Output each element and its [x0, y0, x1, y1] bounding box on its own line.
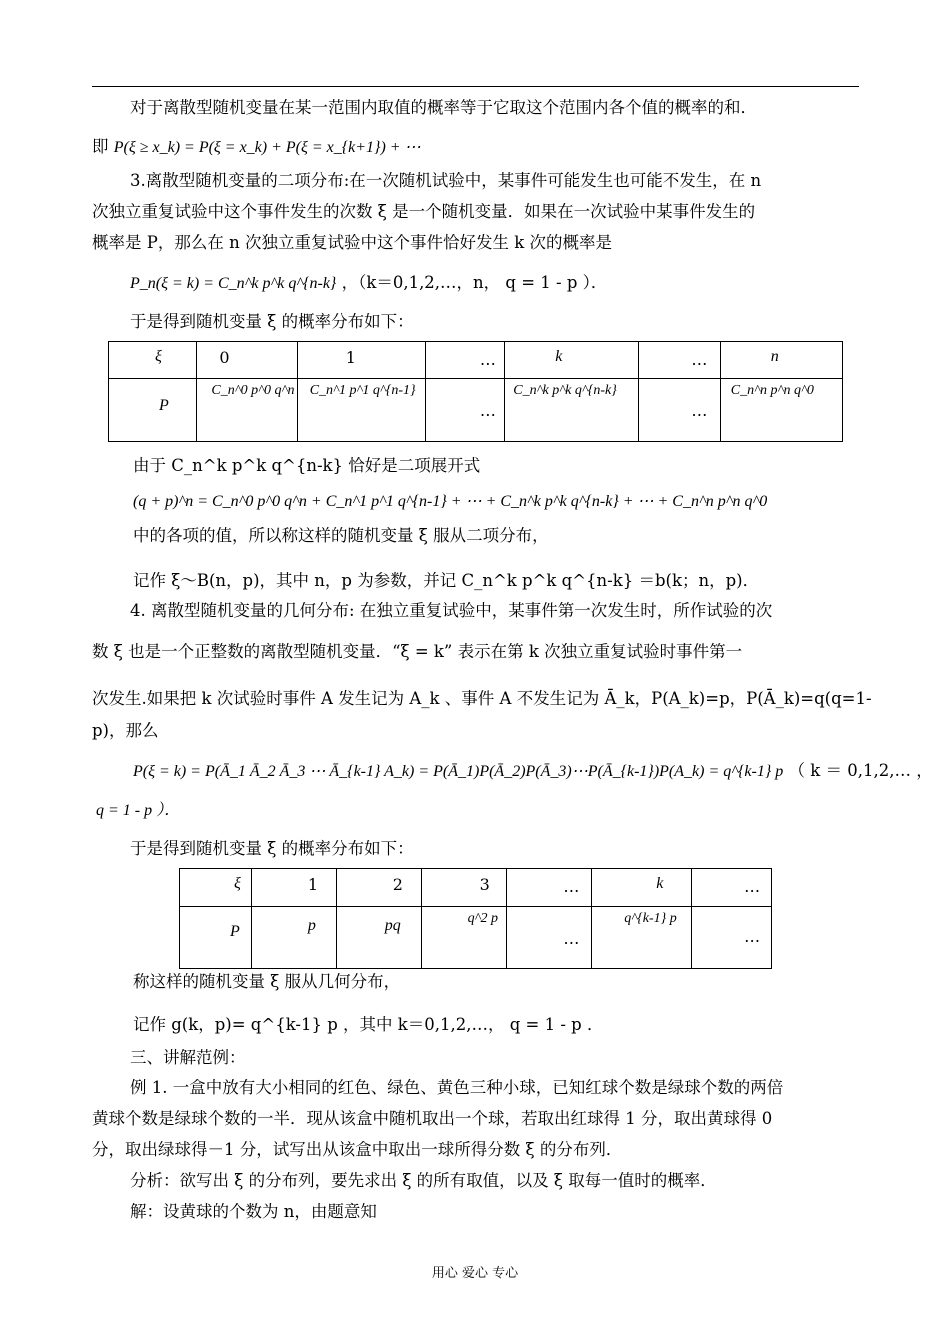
text-line: 记作 g(k，p)= q^{k-1} p ，其中 k＝0,1,2,…， q = 1 - p ． [133, 1015, 604, 1034]
text-line [130, 272, 607, 295]
formula: (q + p)^n = C_n^0 p^0 q^n + C_n^1 p^1 q^{n-1} + ⋯ + C_n^k p^k q^{n-k} + ⋯ + C_n^n p^n q^0 [133, 493, 768, 510]
text-line [92, 136, 421, 159]
text-line: 三、讲解范例： [130, 1048, 246, 1067]
table-cell: … [425, 379, 504, 442]
text-label: 即 [92, 137, 109, 156]
table-cell: 1 [297, 342, 425, 379]
text-line: 4. 离散型随机变量的几何分布: 在独立重复试验中，某事件第一次发生时，所作试验的次 [130, 601, 773, 620]
table-cell: q^2 p [421, 907, 507, 969]
text-line: 例 1. 一盒中放有大小相同的红色、绿色、黄色三种小球，已知红球个数是绿球个数的两倍 [130, 1078, 784, 1097]
table-cell: 1 [251, 869, 336, 907]
formula: P(ξ ≥ x_k) = P(ξ = x_k) + P(ξ = x_{k+1}) + ⋯ [113, 139, 421, 156]
table-cell: … [692, 869, 772, 907]
text-line: 中的各项的值，所以称这样的随机变量 ξ 服从二项分布， [133, 526, 549, 545]
table-cell: … [425, 342, 504, 379]
table-cell: pq [336, 907, 421, 969]
table-cell: … [639, 379, 720, 442]
table-cell: 0 [197, 342, 297, 379]
text-line: 数 ξ 也是一个正整数的离散型随机变量．“ξ = k” 表示在第 k 次独立重复试验时事件第一 [92, 642, 743, 661]
table-cell: C_n^n p^n q^0 [720, 379, 842, 442]
text-line: 于是得到随机变量 ξ 的概率分布如下： [130, 839, 414, 858]
table-cell: p [251, 907, 336, 969]
table-row [180, 907, 772, 969]
text-line: 3.离散型随机变量的二项分布:在一次随机试验中，某事件可能发生也可能不发生，在 n [130, 171, 762, 190]
table-cell: C_n^1 p^1 q^{n-1} [297, 379, 425, 442]
text-line: 记作 ξ～B(n，p)，其中 n，p 为参数，并记 C_n^k p^k q^{n-k} ＝b(k；n，p)． [133, 571, 760, 590]
binomial-distribution-table [108, 341, 843, 442]
table-cell: C_n^k p^k q^{n-k} [505, 379, 639, 442]
table-cell: P [180, 907, 252, 969]
table-cell: … [639, 342, 720, 379]
text-line: 解：设黄球的个数为 n，由题意知 [130, 1202, 377, 1221]
text-line: 对于离散型随机变量在某一范围内取值的概率等于它取这个范围内各个值的概率的和． [130, 98, 757, 117]
table-cell: ξ [180, 869, 252, 907]
text-line [133, 760, 933, 783]
table-cell: ξ [109, 342, 197, 379]
table-cell: k [505, 342, 639, 379]
table-cell: … [507, 869, 592, 907]
table-cell: C_n^0 p^0 q^n [197, 379, 297, 442]
text-line: 概率是 P，那么在 n 次独立重复试验中这个事件恰好发生 k 次的概率是 [92, 233, 612, 252]
text-line: 分析：欲写出 ξ 的分布列，要先求出 ξ 的所有取值，以及 ξ 取每一值时的概率． [130, 1171, 717, 1190]
table-cell: 2 [336, 869, 421, 907]
text-tail: （ k ＝ 0,1,2,… ， [788, 761, 933, 780]
text-line: 次发生.如果把 k 次试验时事件 A 发生记为 A_k 、事件 A 不发生记为 Ā_k，P(A_k)=p，P(Ā_k)=q(q=1- [92, 689, 872, 708]
table-cell: 3 [421, 869, 507, 907]
text-line: 称这样的随机变量 ξ 服从几何分布， [133, 972, 401, 991]
text-line: 于是得到随机变量 ξ 的概率分布如下： [130, 312, 414, 331]
table-cell: n [720, 342, 842, 379]
text-line: 分，取出绿球得－1 分，试写出从该盒中取出一球所得分数 ξ 的分布列． [92, 1140, 623, 1159]
formula: P_n(ξ = k) = C_n^k p^k q^{n-k} [130, 275, 337, 292]
header-rule [92, 86, 859, 87]
text-line: 次独立重复试验中这个事件发生的次数 ξ 是一个随机变量．如果在一次试验中某事件发生的 [92, 202, 756, 221]
table-cell: P [109, 379, 197, 442]
table-cell: … [692, 907, 772, 969]
table-row [109, 342, 843, 379]
text-tail: ，（k＝0,1,2,…，n， q = 1 - p ）． [341, 273, 608, 292]
formula: P(ξ = k) = P(Ā_1 Ā_2 Ā_3 ⋯ Ā_{k-1} A_k) = P(Ā_1)P(Ā_2)P(Ā_3)⋯P(Ā_{k-1})P(A_k) = q^{k-1} p [133, 763, 784, 780]
table-row [180, 869, 772, 907]
table-cell: q^{k-1} p [592, 907, 692, 969]
text-line: 由于 C_n^k p^k q^{n-k} 恰好是二项展开式 [133, 456, 481, 475]
text-line: q = 1 - p ）． [96, 802, 181, 819]
text-line [133, 490, 767, 513]
geometric-distribution-table [179, 868, 772, 969]
table-row [109, 379, 843, 442]
table-cell: … [507, 907, 592, 969]
text-line: 黄球个数是绿球个数的一半．现从该盒中随机取出一个球，若取出红球得 1 分，取出黄球得 0 [92, 1109, 773, 1128]
table-cell: k [592, 869, 692, 907]
text-line: p)，那么 [92, 721, 159, 740]
page-footer: 用心 爱心 专心 [431, 1266, 519, 1281]
